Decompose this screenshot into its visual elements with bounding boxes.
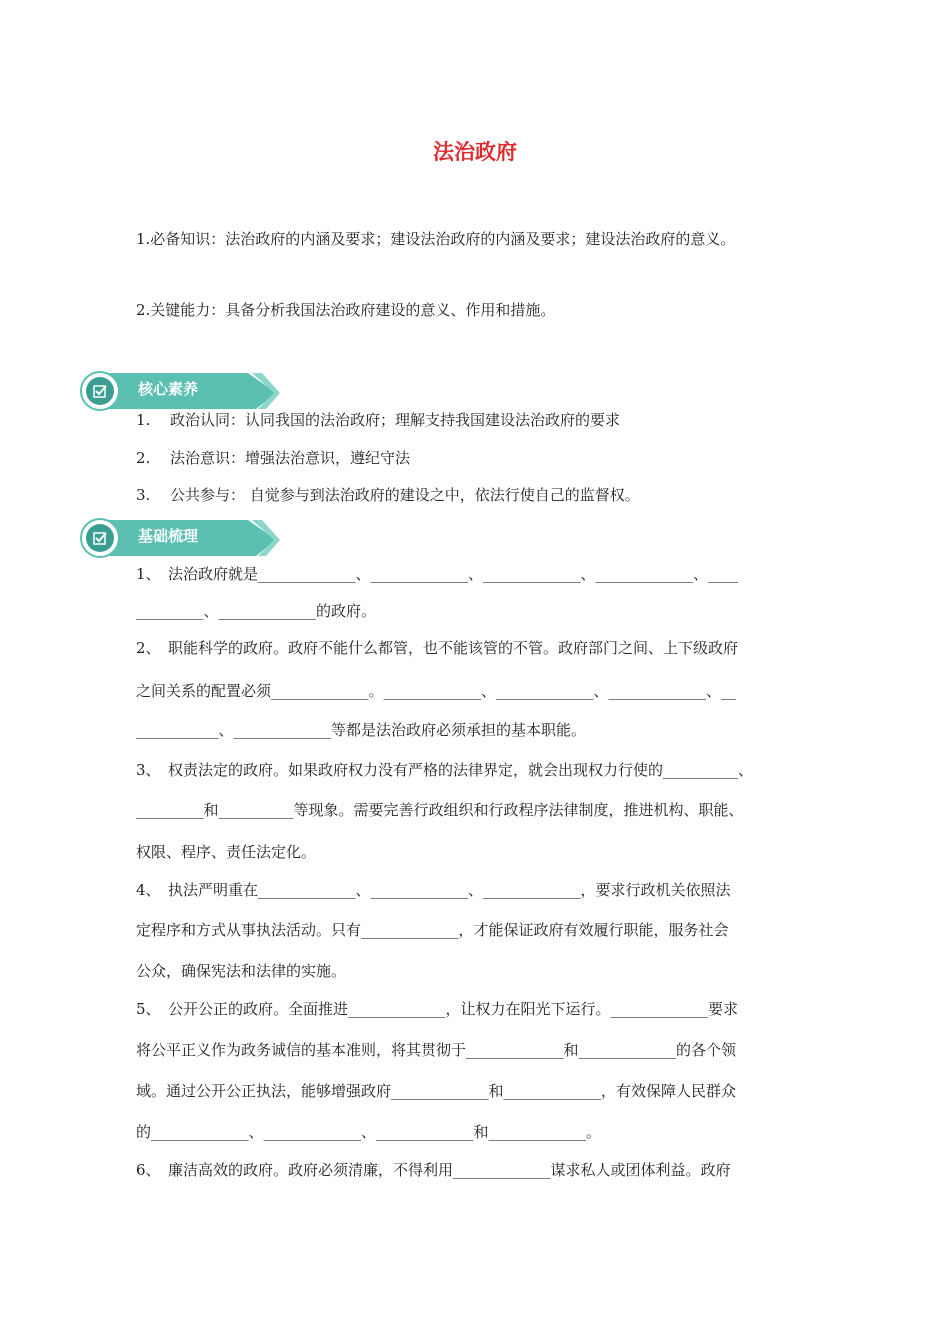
basics-line: _________和__________等现象。需要完善行政组织和行政程序法律制度，推进机构、职能、 bbox=[136, 801, 744, 819]
page-title: 法治政府 bbox=[433, 140, 517, 164]
core-item bbox=[136, 485, 640, 505]
basics-line: _________、_____________的政府。 bbox=[136, 602, 377, 620]
basics-banner bbox=[80, 518, 280, 558]
basics-line: 3、 权责法定的政府。如果政府权力没有严格的法律界定，就会出现权力行使的__________、 bbox=[136, 761, 754, 779]
item-number: 1. bbox=[136, 411, 151, 429]
basics-line: 将公平正义作为政务诚信的基本准则，将其贯彻于_____________和_____________的各个领 bbox=[136, 1041, 737, 1059]
basics-line: 的_____________、_____________、_____________和_____________。 bbox=[136, 1123, 602, 1141]
basics-line: 2、 职能科学的政府。政府不能什么都管，也不能该管的不管。政府部门之间、上下级政府 bbox=[136, 639, 739, 657]
basics-line: 域。通过公开公正执法，能够增强政府_____________和_____________，有效保障人民群众 bbox=[136, 1082, 737, 1100]
banner-label: 基础梳理 bbox=[138, 527, 199, 545]
objective-ability: 2.关键能力：具备分析我国法治政府建设的意义、作用和措施。 bbox=[136, 301, 556, 319]
banner-label: 核心素养 bbox=[138, 380, 199, 398]
core-item bbox=[136, 410, 620, 430]
item-text: 政治认同：认同我国的法治政府；理解支持我国建设法治政府的要求 bbox=[170, 411, 621, 429]
basics-line: 定程序和方式从事执法活动。只有_____________，才能保证政府有效履行职能，服务社会 bbox=[136, 921, 729, 939]
basics-line: 6、 廉洁高效的政府。政府必须清廉，不得利用_____________谋求私人或团体利益。政府 bbox=[136, 1161, 731, 1179]
objective-knowledge: 1.必备知识：法治政府的内涵及要求；建设法治政府的内涵及要求；建设法治政府的意义。 bbox=[136, 230, 736, 248]
item-text: 公共参与： 自觉参与到法治政府的建设之中，依法行使自己的监督权。 bbox=[170, 486, 640, 504]
basics-line: 5、 公开公正的政府。全面推进_____________，让权力在阳光下运行。_____________要求 bbox=[136, 1000, 739, 1018]
item-number: 2. bbox=[136, 449, 151, 467]
check-badge-icon bbox=[92, 383, 108, 399]
basics-line: 权限、程序、责任法定化。 bbox=[136, 843, 317, 861]
item-text: 法治意识：增强法治意识，遵纪守法 bbox=[170, 449, 411, 467]
item-number: 3. bbox=[136, 486, 151, 504]
check-badge-icon bbox=[92, 530, 108, 546]
basics-line: ___________、_____________等都是法治政府必须承担的基本职能。 bbox=[136, 721, 587, 739]
basics-line: 1、 法治政府就是_____________、_____________、_____________、_____________、____ bbox=[136, 565, 739, 583]
basics-line: 公众，确保宪法和法律的实施。 bbox=[136, 962, 347, 980]
core-item bbox=[136, 448, 410, 468]
core-literacy-banner bbox=[80, 371, 280, 411]
basics-line: 4、 执法严明重在_____________、_____________、_____________，要求行政机关依照法 bbox=[136, 881, 731, 899]
basics-line: 之间关系的配置必须_____________。_____________、_____________、_____________、__ bbox=[136, 682, 737, 700]
